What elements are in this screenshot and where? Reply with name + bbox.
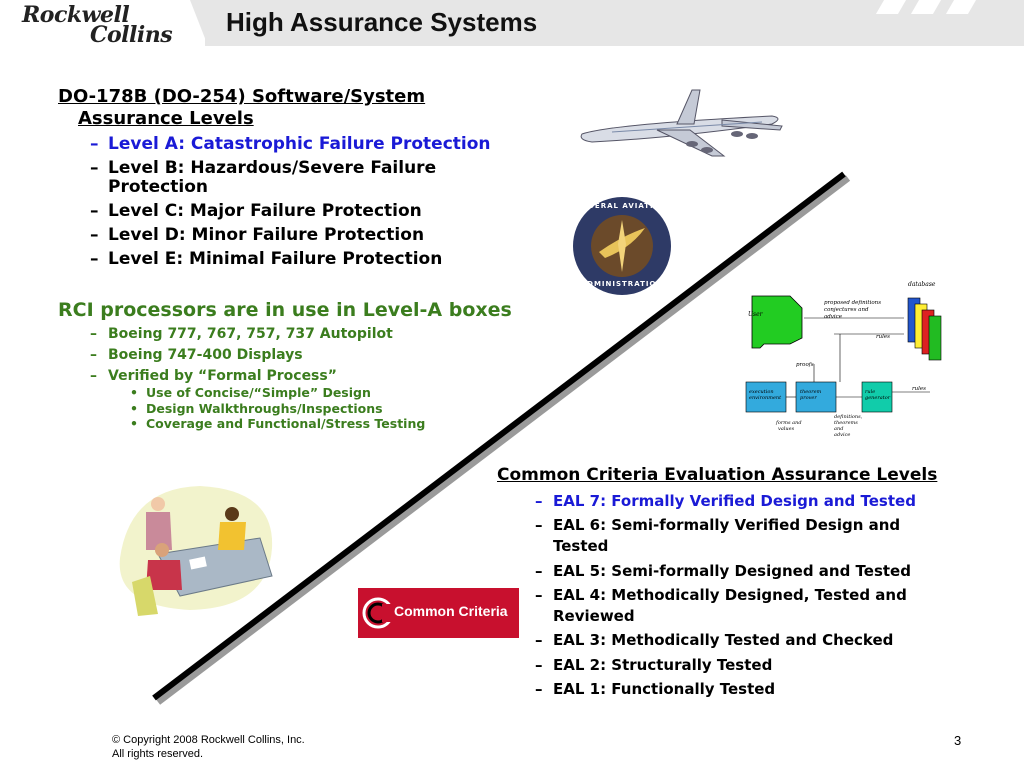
rci-heading: RCI processors are in use in Level-A boxes <box>58 299 512 321</box>
do178-heading: DO-178B (DO-254) Software/System <box>58 86 426 107</box>
copyright-text: © Copyright 2008 Rockwell Collins, Inc. <box>112 734 305 746</box>
rci-subitem: • Use of Concise/“Simple” Design <box>130 385 371 400</box>
faa-seal <box>571 196 673 296</box>
diagram-label-proposed: proposed definitions <box>824 300 882 306</box>
diagram-label-rules: rules <box>876 334 891 340</box>
diagram-label-defs1: definitions, <box>834 414 863 420</box>
cc-level-2: – EAL 2: Structurally Tested <box>535 656 773 674</box>
page-title: High Assurance Systems <box>226 7 538 37</box>
diagram-label-prover2: prover <box>800 395 817 401</box>
rci-subitem: • Design Walkthroughs/Inspections <box>130 401 383 416</box>
diagram-label-exec2: environment <box>749 395 782 401</box>
diagram-label-defs4: advice <box>834 432 851 438</box>
theorem-prover-diagram <box>744 278 956 440</box>
faa-seal-text-bottom: ADMINISTRATION <box>580 280 664 288</box>
diagram-label-gen2: generator <box>865 395 891 401</box>
diagram-label-defs3: and <box>834 426 844 432</box>
diagram-label-forms1: forms and <box>776 420 802 426</box>
do178-level-d: – Level D: Minor Failure Protection <box>90 225 425 245</box>
diagram-label-user: User <box>748 311 763 318</box>
diagram-label-database: database <box>908 281 936 288</box>
diagram-label-defs2: theorems <box>834 420 858 426</box>
rci-item: – Verified by “Formal Process” <box>90 368 337 384</box>
diagram-label-rules-out: rules <box>912 386 927 392</box>
logo-text-rockwell: Rockwell <box>22 2 130 28</box>
do178-heading-cont: Assurance Levels <box>78 108 254 129</box>
common-criteria-logo <box>358 588 519 638</box>
cc-level-6-cont: Tested <box>553 537 609 555</box>
logo-text-collins: Collins <box>90 22 173 48</box>
rights-text: All rights reserved. <box>112 748 204 760</box>
faa-seal-text-top: FEDERAL AVIATION <box>576 202 668 210</box>
meeting-clipart <box>110 478 280 618</box>
cc-level-3: – EAL 3: Methodically Tested and Checked <box>535 631 894 649</box>
diagram-label-conjectures: conjectures and <box>824 307 869 313</box>
diagram-label-proofs: proofs <box>796 362 814 368</box>
diagram-label-advice: advice <box>824 314 843 320</box>
cc-level-6: – EAL 6: Semi-formally Verified Design and <box>535 516 901 534</box>
airplane-image <box>572 86 788 164</box>
do178-level-c: – Level C: Major Failure Protection <box>90 201 422 221</box>
user-terminal-icon <box>752 296 802 348</box>
diagram-label-forms2: values <box>778 426 795 432</box>
cc-level-7: – EAL 7: Formally Verified Design and Tested <box>535 492 916 510</box>
database-books-icon <box>908 298 941 360</box>
cc-level-4: – EAL 4: Methodically Designed, Tested and <box>535 586 907 604</box>
do178-level-b: – Level B: Hazardous/Severe Failure <box>90 158 437 178</box>
cc-heading: Common Criteria Evaluation Assurance Levels <box>497 465 938 485</box>
common-criteria-logo-text: Common Criteria <box>394 603 508 619</box>
diagram-label-prover1: theorem <box>800 389 822 395</box>
diagram-label-exec1: execution <box>749 389 774 395</box>
cc-level-4-cont: Reviewed <box>553 607 635 625</box>
rci-item: – Boeing 777, 767, 757, 737 Autopilot <box>90 326 393 342</box>
do178-level-b-cont: Protection <box>108 177 208 197</box>
footer-copyright <box>112 733 305 761</box>
cc-level-5: – EAL 5: Semi-formally Designed and Tested <box>535 562 911 580</box>
rci-subitem: • Coverage and Functional/Stress Testing <box>130 416 426 431</box>
rci-item: – Boeing 747-400 Displays <box>90 347 303 363</box>
page-number: 3 <box>954 733 962 748</box>
diagram-label-gen1: rule <box>865 389 876 395</box>
do178-level-a: – Level A: Catastrophic Failure Protection <box>90 134 491 154</box>
do178-level-e: – Level E: Minimal Failure Protection <box>90 249 443 269</box>
cc-level-1: – EAL 1: Functionally Tested <box>535 680 776 698</box>
